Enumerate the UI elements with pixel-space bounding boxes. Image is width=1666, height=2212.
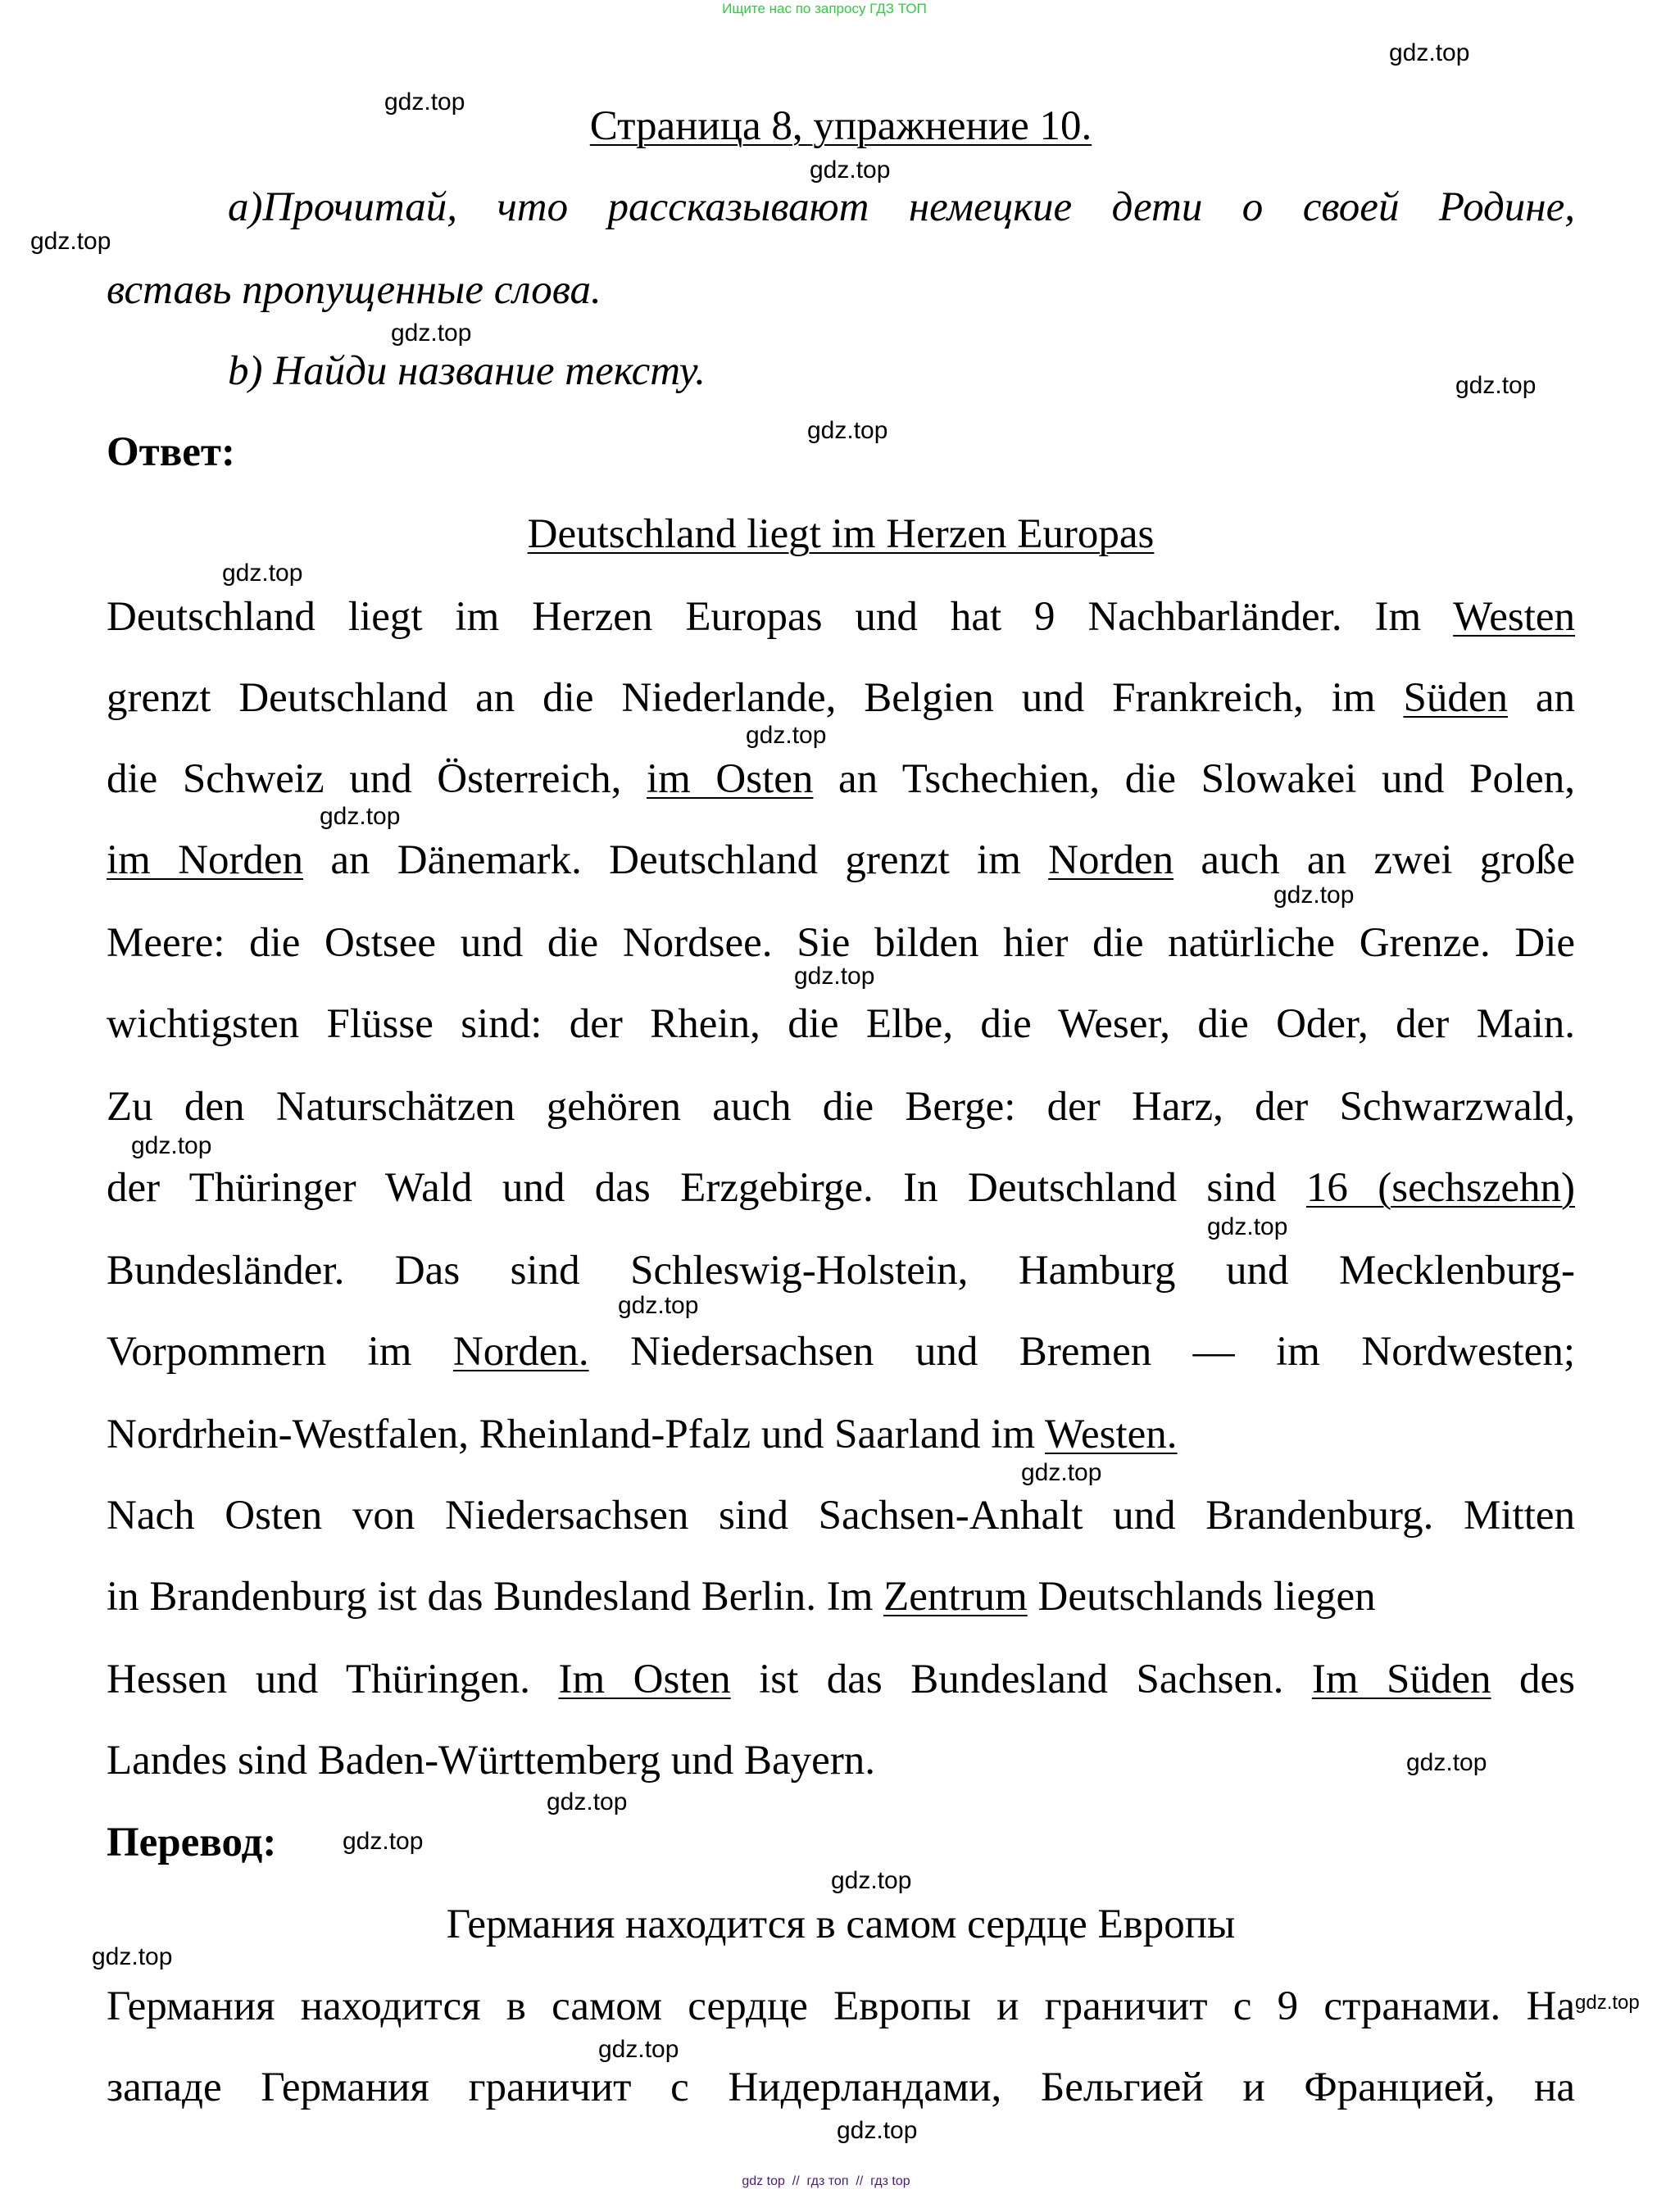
footer-watermark: gdz top // гдз топ // гдз top [742, 2174, 910, 2188]
watermark-text: gdz.top [1406, 1749, 1487, 1776]
watermark-text: gdz.top [343, 1828, 424, 1855]
text-segment: Niedersachsen und Bremen — im Nordwesten; [588, 1329, 1575, 1375]
text-segment: grenzt Deutschland an die Niederlande, Belgien und Frankreich, im [107, 675, 1404, 721]
text-segment: Hessen und Thüringen. [107, 1657, 559, 1702]
watermark-text: gdz.top [391, 320, 472, 347]
watermark-text: gdz.top [547, 1788, 628, 1815]
text-line [107, 1556, 1575, 1638]
text-segment: die Schweiz und Österreich, [107, 756, 647, 802]
filled-in-word: im Norden [107, 837, 304, 883]
text-segment: auch an zwei große [1173, 837, 1575, 883]
text-line [107, 1639, 1575, 1720]
text-segment: der Thüringer Wald und das Erzgebirge. In Deutschland sind [107, 1165, 1306, 1211]
text-line [107, 1147, 1575, 1229]
filled-in-word: im Osten [647, 756, 814, 802]
watermark-text: gdz.top [794, 963, 875, 990]
filled-in-word: Deutschland liegt im Herzen Europas [527, 511, 1155, 557]
watermark-text: gdz.top [92, 1943, 173, 1970]
centered-title [107, 1883, 1575, 1965]
text-line [107, 1394, 1575, 1475]
text-line [107, 1720, 1575, 1802]
text-line [107, 1230, 1575, 1312]
watermark-text: gdz.top [1273, 882, 1355, 909]
filled-in-word: Norden. [452, 1329, 589, 1375]
watermark-text: gdz.top [1207, 1213, 1288, 1240]
watermark-text: gdz.top [810, 156, 891, 184]
text-segment: Landes sind Baden-Württemberg und Bayern. [107, 1738, 876, 1784]
watermark-text: gdz.top [598, 2036, 679, 2063]
text-segment: Vorpommern im [107, 1329, 453, 1375]
filled-in-word: Norden [1048, 837, 1174, 883]
text-segment: западе Германия граничит с Нидерландами, Бельгией и Францией, на [107, 2065, 1575, 2110]
text-segment: b) Найди название тексту. [228, 348, 706, 394]
watermark-text: gdz.top [1575, 1992, 1640, 2014]
watermark-text: gdz.top [746, 722, 827, 749]
filled-in-word: Im Osten [558, 1657, 731, 1702]
watermark-text: gdz.top [831, 1867, 912, 1894]
text-line [107, 1475, 1575, 1557]
text-segment: in Brandenburg ist das Bundesland Berlin. Im [107, 1574, 884, 1620]
text-line [107, 576, 1575, 658]
text-segment: Ответ: [107, 429, 235, 475]
text-segment: Deutschland liegt im Herzen Europas und hat 9 Nachbarländer. Im [107, 594, 1454, 640]
text-segment: Nach Osten von Niedersachsen sind Sachsen-Anhalt und Brandenburg. Mitten [107, 1493, 1575, 1539]
filled-in-word: Страница 8, упражнение 10. [589, 103, 1092, 149]
text-segment: Deutschlands liegen [1027, 1574, 1376, 1620]
text-segment: а)Прочитай, что рассказывают немецкие дети о своей Родине, [228, 184, 1575, 230]
filled-in-word: Westen. [1044, 1412, 1178, 1457]
watermark-text: gdz.top [131, 1132, 212, 1159]
text-segment: Nordrhein-Westfalen, Rheinland-Pfalz und Saarland im [107, 1412, 1045, 1457]
watermark-text: gdz.top [1389, 39, 1470, 66]
centered-title [107, 493, 1575, 575]
filled-in-word: Süden [1403, 675, 1508, 721]
text-segment: des [1491, 1657, 1575, 1702]
watermark-text: gdz.top [618, 1292, 699, 1319]
text-line [107, 249, 1575, 331]
text-segment: an [1507, 675, 1575, 721]
text-line [228, 166, 1575, 248]
text-segment: Bundesländer. Das sind Schleswig-Holstein, Hamburg und Mecklenburg- [107, 1248, 1575, 1294]
watermark-text: gdz.top [320, 803, 401, 830]
text-segment: an Tschechien, die Slowakei und Polen, [813, 756, 1575, 802]
text-segment: Германия находится в самом сердце Европы и граничит с 9 странами. На [107, 1983, 1575, 2029]
filled-in-word: Westen [1453, 594, 1575, 640]
text-line [107, 1066, 1575, 1148]
text-segment: an Dänemark. Deutschland grenzt im [303, 837, 1049, 883]
text-segment: Перевод: [107, 1820, 277, 1865]
watermark-text: gdz.top [1021, 1459, 1102, 1486]
text-segment: ist das Bundesland Sachsen. [730, 1657, 1312, 1702]
watermark-text: gdz.top [222, 560, 303, 587]
watermark-text: gdz.top [30, 228, 111, 255]
watermark-text: gdz.top [807, 417, 888, 444]
text-line [107, 1965, 1575, 2047]
text-segment: вставь пропущенные слова. [107, 267, 601, 313]
text-segment: Meere: die Ostsee und die Nordsee. Sie bilden hier die natürliche Grenze. Die [107, 920, 1575, 966]
centered-title [107, 85, 1575, 167]
text-line [107, 657, 1575, 739]
filled-in-word: Im Süden [1311, 1657, 1491, 1702]
watermark-text: gdz.top [384, 88, 465, 116]
text-segment: wichtigsten Flüsse sind: der Rhein, die Elbe, die Weser, die Oder, der Main. [107, 1001, 1575, 1047]
text-line [107, 983, 1575, 1065]
watermark-text: gdz.top [837, 2117, 918, 2144]
filled-in-word: Zentrum [883, 1574, 1028, 1620]
text-line [107, 819, 1575, 901]
text-segment: Zu den Naturschätzen gehören auch die Berge: der Harz, der Schwarzwald, [107, 1084, 1575, 1130]
watermark-text: gdz.top [1455, 372, 1537, 399]
text-line [107, 1311, 1575, 1393]
text-segment: Германия находится в самом сердце Европы [446, 1902, 1236, 1947]
search-hint-banner: Ищите нас по запросу ГДЗ ТОП [722, 1, 927, 16]
filled-in-word: 16 (sechszehn) [1305, 1165, 1575, 1211]
